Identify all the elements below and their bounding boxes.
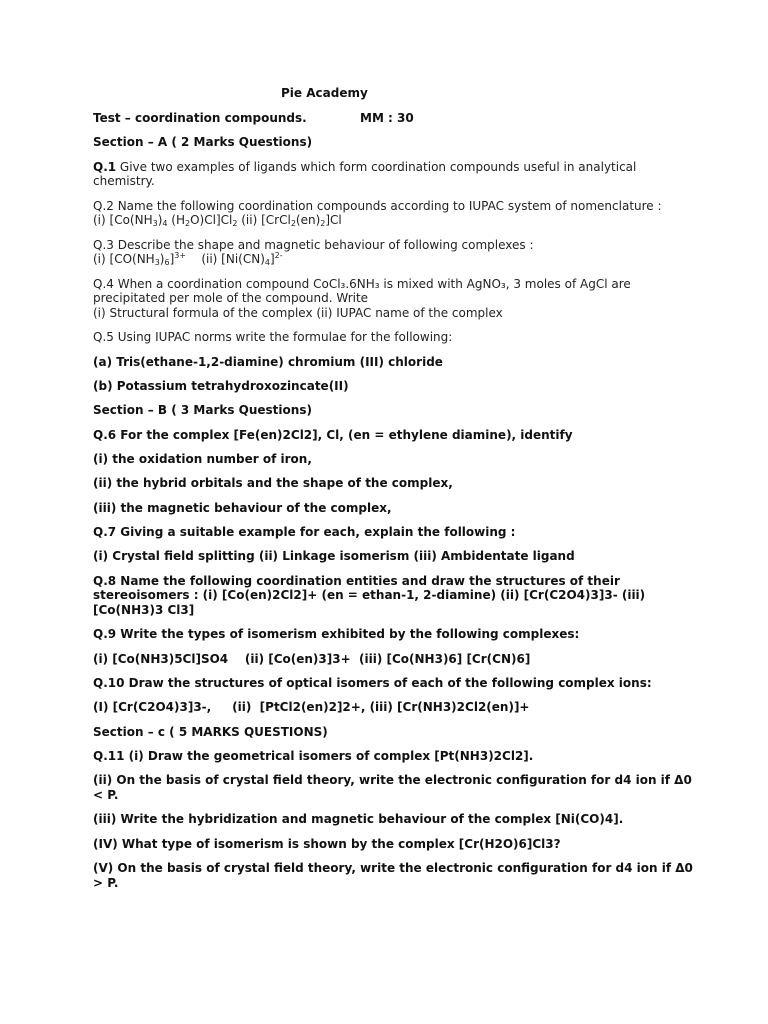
question-10-parts: (I) [Cr(C2O4)3]3-, (ii) [PtCl2(en)2]2+, (iii) [Cr(NH3)2Cl2(en)]+ — [93, 700, 530, 714]
section-a-heading: Section – A ( 2 Marks Questions) — [93, 135, 313, 149]
question-4: Q.4 When a coordination compound CoCl₃.6NH₃ is mixed with AgNO₃, 3 moles of AgCl are — [93, 277, 631, 291]
question-11-part-v-continuation: > P. — [93, 876, 119, 890]
question-7-parts: (i) Crystal field splitting (ii) Linkage isomerism (iii) Ambidentate ligand — [93, 549, 575, 563]
question-11-part-ii: (ii) On the basis of crystal field theory, write the electronic configuration for d4 ion if Δ0 — [93, 773, 692, 787]
question-8-line-2: stereoisomers : (i) [Co(en)2Cl2]+ (en = ethan-1, 2-diamine) (ii) [Cr(C2O4)3]3- (iii) — [93, 588, 646, 602]
section-c-heading: Section – c ( 5 MARKS QUESTIONS) — [93, 725, 328, 739]
question-8: Q.8 Name the following coordination entities and draw the structures of their — [93, 574, 620, 588]
question-4-line-2: precipitated per mole of the compound. Write — [93, 291, 369, 305]
question-3-complexes: (i) $[CO(NH_3)_6]^{3+}$ (ii) $[Ni(CN)_4]^{2-}$ — [93, 251, 283, 267]
question-1-number: Q.1 — [93, 160, 117, 174]
question-10: Q.10 Draw the structures of optical isomers of each of the following complex ions: — [93, 676, 652, 690]
question-9: Q.9 Write the types of isomerism exhibited by the following complexes: — [93, 627, 580, 641]
question-7: Q.7 Giving a suitable example for each, explain the following : — [93, 525, 516, 539]
question-1-text: Give two examples of ligands which form coordination compounds useful in analytical — [116, 160, 637, 174]
question-5: Q.5 Using IUPAC norms write the formulae for the following: — [93, 330, 453, 344]
question-5-part-b: (b) Potassium tetrahydroxozincate(II) — [93, 379, 349, 393]
question-11-part-iv: (IV) What type of isomerism is shown by the complex [Cr(H2O)6]Cl3? — [93, 837, 561, 851]
question-8-line-3: [Co(NH3)3 Cl3] — [93, 603, 195, 617]
question-5-part-a: (a) Tris(ethane-1,2-diamine) chromium (III) chloride — [93, 355, 443, 369]
question-11-part-ii-continuation: < P. — [93, 788, 119, 802]
question-11-part-i: Q.11 (i) Draw the geometrical isomers of complex [Pt(NH3)2Cl2]. — [93, 749, 534, 763]
question-4-line-3: (i) Structural formula of the complex (ii) IUPAC name of the complex — [93, 306, 503, 320]
test-name: Test – coordination compounds. — [93, 111, 307, 125]
question-1 — [93, 160, 693, 175]
question-6: Q.6 For the complex [Fe(en)2Cl2], Cl, (en = ethylene diamine), identify — [93, 428, 573, 442]
question-6-part-iii: (iii) the magnetic behaviour of the complex, — [93, 501, 392, 515]
page-title: Pie Academy — [281, 86, 368, 100]
question-6-part-i: (i) the oxidation number of iron, — [93, 452, 312, 466]
question-3: Q.3 Describe the shape and magnetic behaviour of following complexes : — [93, 238, 534, 252]
question-2-compounds: (i) [$Co(NH_3)_4$ $(H_2O)Cl]Cl_2$ (ii) $[CrCl_2(en)_2]Cl$ — [93, 213, 342, 228]
section-b-heading: Section – B ( 3 Marks Questions) — [93, 403, 312, 417]
question-2: Q.2 Name the following coordination compounds according to IUPAC system of nomenclature : — [93, 199, 662, 213]
question-1-continuation: chemistry. — [93, 174, 155, 188]
question-9-parts: (i) [Co(NH3)5Cl]SO4 (ii) [Co(en)3]3+ (iii) [Co(NH3)6] [Cr(CN)6] — [93, 652, 531, 666]
max-marks: MM : 30 — [360, 111, 414, 125]
question-11-part-iii: (iii) Write the hybridization and magnetic behaviour of the complex [Ni(CO)4]. — [93, 812, 624, 826]
question-6-part-ii: (ii) the hybrid orbitals and the shape of the complex, — [93, 476, 453, 490]
question-11-part-v: (V) On the basis of crystal field theory, write the electronic configuration for d4 ion if Δ0 — [93, 861, 693, 875]
